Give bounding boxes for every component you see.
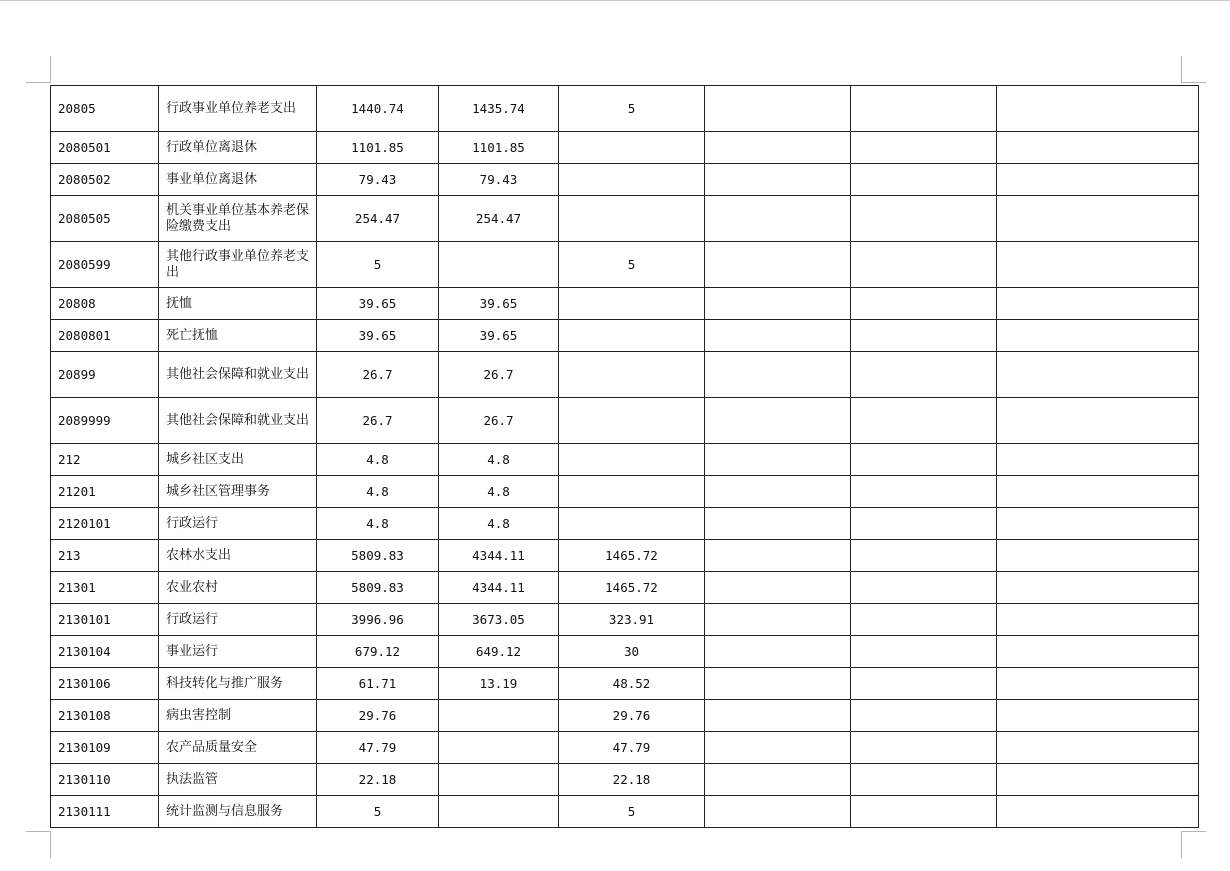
table-row — [51, 164, 1199, 196]
cell-empty — [705, 668, 851, 700]
cell-total: 254.47 — [317, 196, 439, 242]
cell-empty — [851, 288, 997, 320]
cell-empty — [851, 572, 997, 604]
cell-empty — [705, 352, 851, 398]
cell-code: 21201 — [51, 476, 159, 508]
table-row — [51, 604, 1199, 636]
cell-empty — [851, 320, 997, 352]
cell-empty — [705, 540, 851, 572]
cell-empty — [851, 352, 997, 398]
cell-empty — [851, 476, 997, 508]
cell-name: 其他社会保障和就业支出 — [159, 398, 317, 444]
cell-empty — [997, 764, 1199, 796]
cell-empty — [705, 572, 851, 604]
crop-mark-top-right — [1181, 56, 1206, 83]
cell-project: 48.52 — [559, 668, 705, 700]
cell-empty — [997, 476, 1199, 508]
cell-empty — [851, 242, 997, 288]
cell-empty — [705, 242, 851, 288]
cell-basic: 4344.11 — [439, 572, 559, 604]
cell-total: 4.8 — [317, 508, 439, 540]
cell-code: 2080502 — [51, 164, 159, 196]
cell-project: 29.76 — [559, 700, 705, 732]
cell-code: 20808 — [51, 288, 159, 320]
cell-empty — [705, 86, 851, 132]
crop-mark-bottom-left — [26, 831, 51, 858]
cell-total: 26.7 — [317, 398, 439, 444]
cell-name: 执法监管 — [159, 764, 317, 796]
cell-name: 行政运行 — [159, 508, 317, 540]
cell-empty — [997, 508, 1199, 540]
cell-total: 39.65 — [317, 320, 439, 352]
cell-empty — [705, 398, 851, 444]
cell-empty — [851, 164, 997, 196]
table-row — [51, 86, 1199, 132]
cell-code: 212 — [51, 444, 159, 476]
cell-empty — [705, 196, 851, 242]
cell-total: 3996.96 — [317, 604, 439, 636]
table-row — [51, 132, 1199, 164]
cell-code: 2080599 — [51, 242, 159, 288]
cell-project: 1465.72 — [559, 572, 705, 604]
table-row — [51, 508, 1199, 540]
cell-empty — [851, 764, 997, 796]
cell-empty — [997, 398, 1199, 444]
cell-code: 2089999 — [51, 398, 159, 444]
cell-total: 4.8 — [317, 476, 439, 508]
cell-project — [559, 164, 705, 196]
crop-mark-top-left — [26, 56, 51, 83]
cell-empty — [705, 700, 851, 732]
crop-mark-bottom-right — [1181, 831, 1206, 858]
page-top-rule — [0, 0, 1230, 1]
cell-name: 机关事业单位基本养老保险缴费支出 — [159, 196, 317, 242]
cell-empty — [851, 196, 997, 242]
cell-empty — [997, 700, 1199, 732]
table-row — [51, 796, 1199, 828]
budget-table — [50, 85, 1199, 828]
cell-total: 79.43 — [317, 164, 439, 196]
cell-code: 213 — [51, 540, 159, 572]
table-row — [51, 700, 1199, 732]
cell-empty — [851, 604, 997, 636]
cell-basic: 4.8 — [439, 476, 559, 508]
cell-name: 其他行政事业单位养老支出 — [159, 242, 317, 288]
cell-total: 26.7 — [317, 352, 439, 398]
cell-empty — [997, 604, 1199, 636]
cell-empty — [997, 572, 1199, 604]
cell-empty — [705, 732, 851, 764]
cell-code: 2130101 — [51, 604, 159, 636]
cell-basic: 13.19 — [439, 668, 559, 700]
cell-empty — [997, 164, 1199, 196]
cell-basic: 26.7 — [439, 398, 559, 444]
cell-total: 47.79 — [317, 732, 439, 764]
cell-project: 47.79 — [559, 732, 705, 764]
cell-basic — [439, 764, 559, 796]
cell-empty — [997, 132, 1199, 164]
cell-total: 1440.74 — [317, 86, 439, 132]
cell-empty — [705, 604, 851, 636]
cell-project: 5 — [559, 796, 705, 828]
cell-project: 1465.72 — [559, 540, 705, 572]
cell-name: 行政运行 — [159, 604, 317, 636]
cell-basic: 254.47 — [439, 196, 559, 242]
cell-code: 2080505 — [51, 196, 159, 242]
cell-code: 2130109 — [51, 732, 159, 764]
cell-project — [559, 444, 705, 476]
cell-empty — [851, 540, 997, 572]
cell-name: 统计监测与信息服务 — [159, 796, 317, 828]
table-row — [51, 476, 1199, 508]
cell-code: 2130111 — [51, 796, 159, 828]
cell-empty — [851, 796, 997, 828]
budget-table-body — [51, 86, 1199, 828]
cell-project: 323.91 — [559, 604, 705, 636]
cell-basic — [439, 732, 559, 764]
table-row — [51, 242, 1199, 288]
cell-total: 5809.83 — [317, 540, 439, 572]
cell-project — [559, 352, 705, 398]
cell-basic: 1101.85 — [439, 132, 559, 164]
cell-empty — [997, 320, 1199, 352]
cell-code: 20899 — [51, 352, 159, 398]
cell-empty — [705, 796, 851, 828]
cell-name: 行政单位离退休 — [159, 132, 317, 164]
cell-basic: 79.43 — [439, 164, 559, 196]
cell-empty — [705, 764, 851, 796]
cell-project — [559, 508, 705, 540]
cell-name: 农产品质量安全 — [159, 732, 317, 764]
cell-project — [559, 476, 705, 508]
cell-name: 事业运行 — [159, 636, 317, 668]
cell-basic: 39.65 — [439, 320, 559, 352]
cell-empty — [997, 242, 1199, 288]
cell-basic: 1435.74 — [439, 86, 559, 132]
cell-basic: 39.65 — [439, 288, 559, 320]
cell-total: 39.65 — [317, 288, 439, 320]
cell-name: 死亡抚恤 — [159, 320, 317, 352]
cell-name: 抚恤 — [159, 288, 317, 320]
cell-empty — [997, 288, 1199, 320]
table-row — [51, 352, 1199, 398]
cell-total: 61.71 — [317, 668, 439, 700]
cell-code: 2130104 — [51, 636, 159, 668]
cell-empty — [705, 636, 851, 668]
cell-empty — [705, 164, 851, 196]
cell-empty — [997, 732, 1199, 764]
cell-total: 1101.85 — [317, 132, 439, 164]
cell-project — [559, 288, 705, 320]
cell-empty — [705, 132, 851, 164]
table-row — [51, 668, 1199, 700]
cell-code: 20805 — [51, 86, 159, 132]
cell-basic: 3673.05 — [439, 604, 559, 636]
cell-project — [559, 398, 705, 444]
table-row — [51, 196, 1199, 242]
cell-total: 4.8 — [317, 444, 439, 476]
cell-project: 5 — [559, 242, 705, 288]
table-row — [51, 732, 1199, 764]
cell-code: 2080801 — [51, 320, 159, 352]
cell-code: 2120101 — [51, 508, 159, 540]
cell-total: 5809.83 — [317, 572, 439, 604]
cell-project: 5 — [559, 86, 705, 132]
table-row — [51, 444, 1199, 476]
cell-name: 其他社会保障和就业支出 — [159, 352, 317, 398]
cell-empty — [997, 86, 1199, 132]
cell-code: 2080501 — [51, 132, 159, 164]
cell-code: 2130108 — [51, 700, 159, 732]
cell-empty — [705, 444, 851, 476]
cell-project — [559, 132, 705, 164]
cell-total: 5 — [317, 796, 439, 828]
cell-empty — [997, 444, 1199, 476]
cell-empty — [851, 444, 997, 476]
cell-basic: 26.7 — [439, 352, 559, 398]
cell-empty — [997, 636, 1199, 668]
cell-empty — [851, 508, 997, 540]
cell-name: 农林水支出 — [159, 540, 317, 572]
table-row — [51, 320, 1199, 352]
cell-empty — [851, 668, 997, 700]
cell-basic — [439, 700, 559, 732]
cell-project: 22.18 — [559, 764, 705, 796]
table-row — [51, 540, 1199, 572]
cell-basic: 4.8 — [439, 508, 559, 540]
cell-name: 农业农村 — [159, 572, 317, 604]
cell-code: 21301 — [51, 572, 159, 604]
cell-basic — [439, 242, 559, 288]
cell-name: 科技转化与推广服务 — [159, 668, 317, 700]
cell-basic — [439, 796, 559, 828]
cell-basic: 649.12 — [439, 636, 559, 668]
cell-total: 679.12 — [317, 636, 439, 668]
cell-name: 事业单位离退休 — [159, 164, 317, 196]
cell-empty — [851, 398, 997, 444]
cell-empty — [705, 476, 851, 508]
table-row — [51, 636, 1199, 668]
cell-name: 城乡社区管理事务 — [159, 476, 317, 508]
cell-empty — [997, 796, 1199, 828]
cell-empty — [851, 132, 997, 164]
cell-empty — [851, 732, 997, 764]
cell-code: 2130106 — [51, 668, 159, 700]
cell-basic: 4.8 — [439, 444, 559, 476]
cell-name: 城乡社区支出 — [159, 444, 317, 476]
cell-project — [559, 320, 705, 352]
cell-empty — [851, 86, 997, 132]
cell-empty — [851, 700, 997, 732]
cell-empty — [997, 196, 1199, 242]
cell-code: 2130110 — [51, 764, 159, 796]
cell-total: 22.18 — [317, 764, 439, 796]
cell-empty — [997, 668, 1199, 700]
cell-empty — [705, 320, 851, 352]
table-row — [51, 288, 1199, 320]
cell-empty — [705, 288, 851, 320]
cell-empty — [705, 508, 851, 540]
table-row — [51, 398, 1199, 444]
table-row — [51, 572, 1199, 604]
cell-total: 5 — [317, 242, 439, 288]
cell-empty — [997, 540, 1199, 572]
table-row — [51, 764, 1199, 796]
cell-project: 30 — [559, 636, 705, 668]
cell-empty — [997, 352, 1199, 398]
cell-total: 29.76 — [317, 700, 439, 732]
cell-name: 行政事业单位养老支出 — [159, 86, 317, 132]
cell-name: 病虫害控制 — [159, 700, 317, 732]
cell-basic: 4344.11 — [439, 540, 559, 572]
cell-empty — [851, 636, 997, 668]
cell-project — [559, 196, 705, 242]
